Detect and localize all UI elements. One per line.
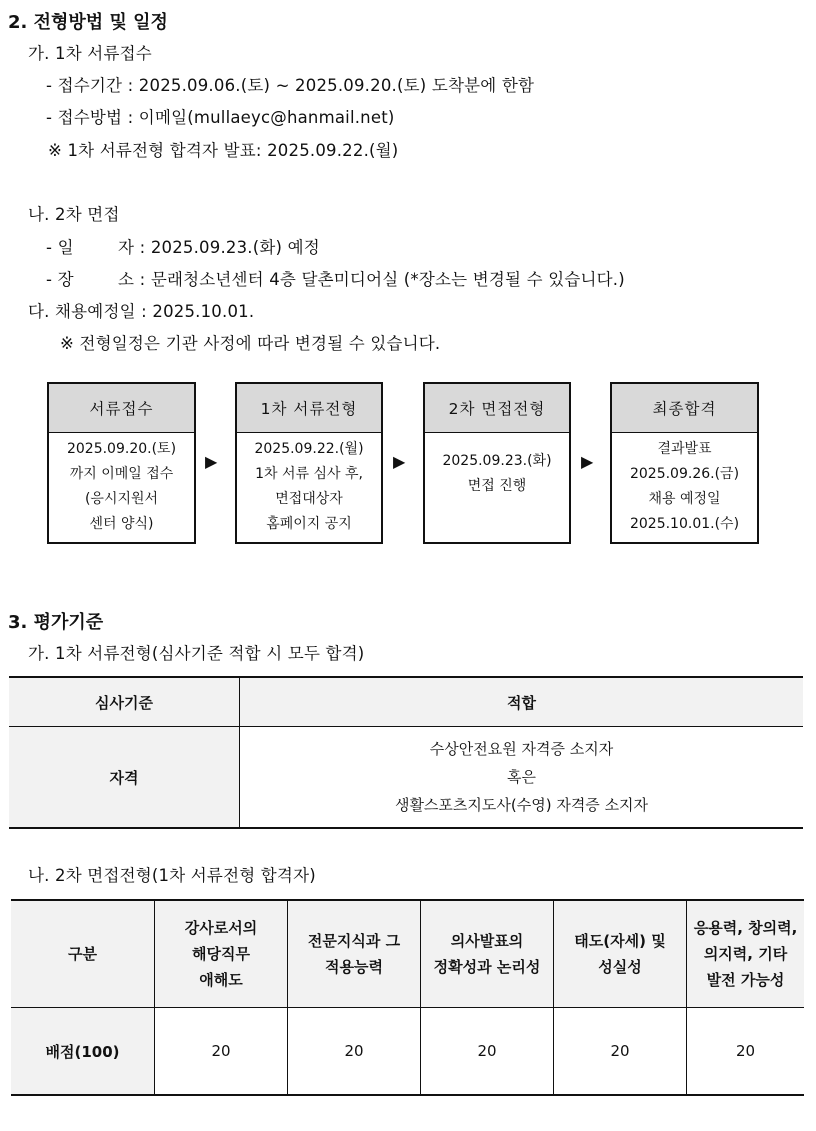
flow-line: (응시지원서 (84, 491, 159, 507)
first-result-note: ※ 1차 서류전형 합격자 발표: 2025.09.22.(월) (48, 141, 399, 160)
flow-line: 홈페이지 공지 (266, 516, 352, 532)
flow-line: 2025.09.26.(금) (629, 466, 740, 482)
flow-line: 2025.09.20.(토) (66, 441, 177, 457)
row-label: 자격 (9, 727, 240, 829)
header-line: 의지력, 기타 (703, 945, 788, 963)
header-line: 응용력, 창의력, (693, 919, 798, 937)
flow-step-1 (47, 382, 196, 544)
header-line: 해당직무 (192, 945, 250, 963)
table-row (9, 727, 803, 829)
flow-line: 채용 예정일 (648, 491, 721, 507)
flow-step-head: 최종합격 (612, 384, 757, 433)
flow-arrow-icon: ▶ (581, 452, 594, 471)
flow-step-body (612, 433, 757, 541)
table-header-cell: 적합 (240, 677, 804, 727)
flow-line: 1차 서류 심사 후, (255, 466, 363, 482)
flow-line: 면접 진행 (467, 478, 527, 494)
section-2a-title: 가. 1차 서류접수 (28, 44, 152, 63)
application-method: - 접수방법 : 이메일(mullaeyc@hanmail.net) (46, 108, 395, 127)
flow-step-head: 1차 서류전형 (237, 384, 381, 433)
header-line: 전문지식과 그 (307, 932, 401, 950)
score-cell: 20 (554, 1008, 687, 1096)
application-period: - 접수기간 : 2025.09.06.(토) ~ 2025.09.20.(토) 도착분에 한함 (46, 76, 535, 95)
flow-line: 2025.10.01.(수) (629, 516, 740, 532)
flow-arrow-icon: ▶ (393, 452, 406, 471)
table-header-cell (421, 900, 554, 1008)
table-header-cell (554, 900, 687, 1008)
table-header-row (11, 900, 804, 1008)
header-line: 구분 (68, 945, 97, 963)
table-header-cell (155, 900, 288, 1008)
flow-step-3 (423, 382, 571, 544)
header-line: 태도(자세) 및 (574, 932, 666, 950)
flow-step-body (425, 433, 569, 541)
header-line: 강사로서의 (184, 919, 258, 937)
section-2b-title: 나. 2차 면접 (28, 205, 120, 224)
flow-step-body (237, 433, 381, 541)
table-header-cell: 심사기준 (9, 677, 240, 727)
flow-line: 센터 양식) (89, 516, 154, 532)
header-line: 성실성 (598, 958, 642, 976)
section-3b-title: 나. 2차 면접전형(1차 서류전형 합격자) (28, 866, 316, 885)
qualification-cell (240, 727, 804, 829)
section-2-title: 2. 전형방법 및 일정 (8, 12, 168, 33)
qualification-line: 혹은 (507, 768, 536, 786)
flow-step-4 (610, 382, 759, 544)
interview-place: - 장 소 : 문래청소년센터 4층 달촌미디어실 (*장소는 변경될 수 있습니다.) (46, 270, 625, 289)
header-line: 정확성과 논리성 (433, 958, 541, 976)
hire-date: 다. 채용예정일 : 2025.10.01. (28, 302, 255, 321)
flow-step-2 (235, 382, 383, 544)
schedule-note: ※ 전형일정은 기관 사정에 따라 변경될 수 있습니다. (60, 334, 441, 353)
interview-date: - 일 자 : 2025.09.23.(화) 예정 (46, 238, 320, 257)
interview-score-table (11, 899, 804, 1096)
header-line: 발전 가능성 (706, 971, 785, 989)
section-3-title: 3. 평가기준 (8, 612, 104, 633)
flow-line: 결과발표 (657, 441, 712, 457)
section-3a-title: 가. 1차 서류전형(심사기준 적합 시 모두 합격) (28, 644, 365, 663)
score-cell: 20 (735, 1042, 756, 1060)
row-label: 배점(100) (11, 1008, 155, 1096)
table-header-cell (11, 900, 155, 1008)
flow-step-head: 서류접수 (49, 384, 194, 433)
flow-line: 까지 이메일 접수 (69, 466, 174, 482)
table-header-row (9, 677, 803, 727)
flow-step-body (49, 433, 194, 541)
document-review-table (9, 676, 803, 829)
flow-step-head: 2차 면접전형 (425, 384, 569, 433)
qualification-line: 수상안전요원 자격증 소지자 (429, 740, 614, 758)
table-header-cell (687, 900, 805, 1008)
flow-line: 2025.09.22.(월) (254, 441, 364, 457)
score-cell: 20 (288, 1008, 421, 1096)
flow-arrow-icon: ▶ (205, 452, 218, 471)
flow-line: 2025.09.23.(화) (442, 453, 552, 469)
score-cell: 20 (155, 1008, 288, 1096)
table-row (11, 1008, 804, 1096)
score-cell: 20 (421, 1008, 554, 1096)
table-header-cell (288, 900, 421, 1008)
header-line: 의사발표의 (450, 932, 524, 950)
header-line: 적용능력 (325, 958, 383, 976)
header-line: 애해도 (199, 971, 243, 989)
flow-line: 면접대상자 (275, 491, 343, 507)
qualification-line: 생활스포츠지도사(수영) 자격증 소지자 (394, 796, 649, 814)
